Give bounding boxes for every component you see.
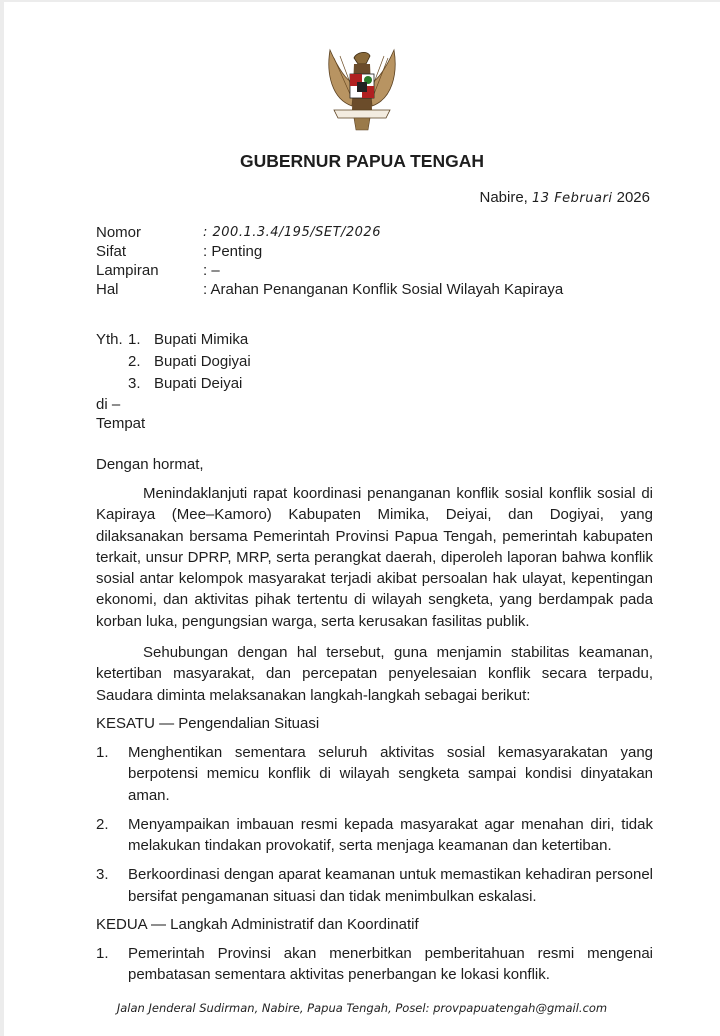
spacer [96,373,128,395]
recipient-item [96,351,653,373]
letter-content [4,223,653,986]
tempat-label: Tempat [96,415,146,432]
recipient-location [96,395,653,433]
hal-value: : Arahan Penanganan Konflik Sosial Wilayah Kapiraya [203,281,564,298]
item-text: Menghentikan sementara seluruh aktivitas sosial kemasyarakatan yang berpotensi memicu konflik di wilayah sengketa sampai kondisi dinyatakan aman. [128,743,653,804]
date-day-month: 13 Februari [532,191,613,206]
recipient-num: 2. [128,353,141,370]
list-item [96,943,653,986]
list-item [96,864,653,907]
recipient-num: 3. [128,375,141,392]
list-item [96,742,653,806]
item-text: Menyampaikan imbauan resmi kepada masyarakat agar menahan diri, tidak melakukan tindakan provokatif, serta menjaga keamanan dan ketertiban. [128,815,653,855]
sifat-label: Sifat [96,243,127,260]
date-year: 2026 [616,189,650,206]
section-kesatu-heading: KESATU — Pengendalian Situasi [96,714,320,732]
meta-lampiran [96,261,653,280]
recipient-name: Bupati Deiyai [154,375,243,392]
footer-address: Jalan Jenderal Sudirman, Nabire, Papua Tengah, Posel: provpapuatengah@gmail.com [116,1000,608,1015]
letterhead-title: GUBERNUR PAPUA TENGAH [239,151,485,171]
item-text: Pemerintah Provinsi akan menerbitkan pemberitahuan resmi mengenai pembatasan sementara aktivitas penerbangan ke lokasi konflik. [128,945,653,984]
lampiran-label: Lampiran [96,262,159,279]
date-place: Nabire, [479,189,528,206]
item-number: 1. [96,743,109,761]
recipient-name: Bupati Mimika [154,331,249,348]
section-kesatu-list [96,742,653,907]
nomor-label: Nomor [96,224,142,241]
section-kedua-heading: KEDUA — Langkah Administratif dan Koordinatif [96,916,419,934]
sifat-value: : Penting [203,243,263,260]
hal-label: Hal [96,281,119,298]
letter-date [4,188,720,209]
recipient-name: Bupati Dogiyai [154,353,251,370]
recipients [96,329,653,395]
lampiran-value: : – [203,262,220,279]
nomor-value: : 200.1.3.4/195/SET/2026 [203,225,381,240]
di-label: di – [96,396,121,413]
paragraph-2: Sehubungan dengan hal tersebut, guna menjamin stabilitas keamanan, ketertiban masyarakat, dan percepatan penyelesaian konflik secara terpadu, Saudara diminta melaksanakan langkah-langkah sebagai berikut: [96,644,653,704]
list-item [96,814,653,857]
recipients-prefix: Yth. [96,331,123,348]
item-number: 1. [96,945,109,963]
recipient-num: 1. [128,331,141,348]
garuda-emblem-icon [324,44,400,136]
item-number: 2. [96,815,109,833]
meta-nomor [96,223,653,242]
emblem-container [4,2,720,138]
section-kedua-list [96,943,653,986]
item-text: Berkoordinasi dengan aparat keamanan untuk memastikan kehadiran personel bersifat pengamanan situasi dan tidak menimbulkan eskalasi. [128,866,653,905]
item-number: 3. [96,866,109,884]
letter-page [4,2,720,1036]
greeting: Dengan hormat, [96,456,204,473]
letter-meta [96,223,653,299]
meta-hal [96,280,653,299]
meta-sifat [96,242,653,261]
spacer [96,351,128,373]
recipient-item [96,329,653,351]
recipient-item [96,373,653,395]
paragraph-1: Menindaklanjuti rapat koordinasi penanganan konflik sosial konflik sosial di Kapiraya (Mee–Kamoro) Kabupaten Mimika, Deiyai, dan Dogiyai, yang dilaksanakan bersama Pemerintah Provinsi Papua Tengah, pemerintah kabupaten terkait, unsur DPRP, MRP, serta perangkat daerah, diperoleh laporan bahwa konflik sosial antar kelompok masyarakat terjadi akibat persoalan hak ulayat, kepentingan ekonomi, dan aktivitas pihak tertentu di wilayah sengketa, yang berdampak pada korban luka, pengungsian warga, serta kerusakan fasilitas publik. [96,485,653,630]
